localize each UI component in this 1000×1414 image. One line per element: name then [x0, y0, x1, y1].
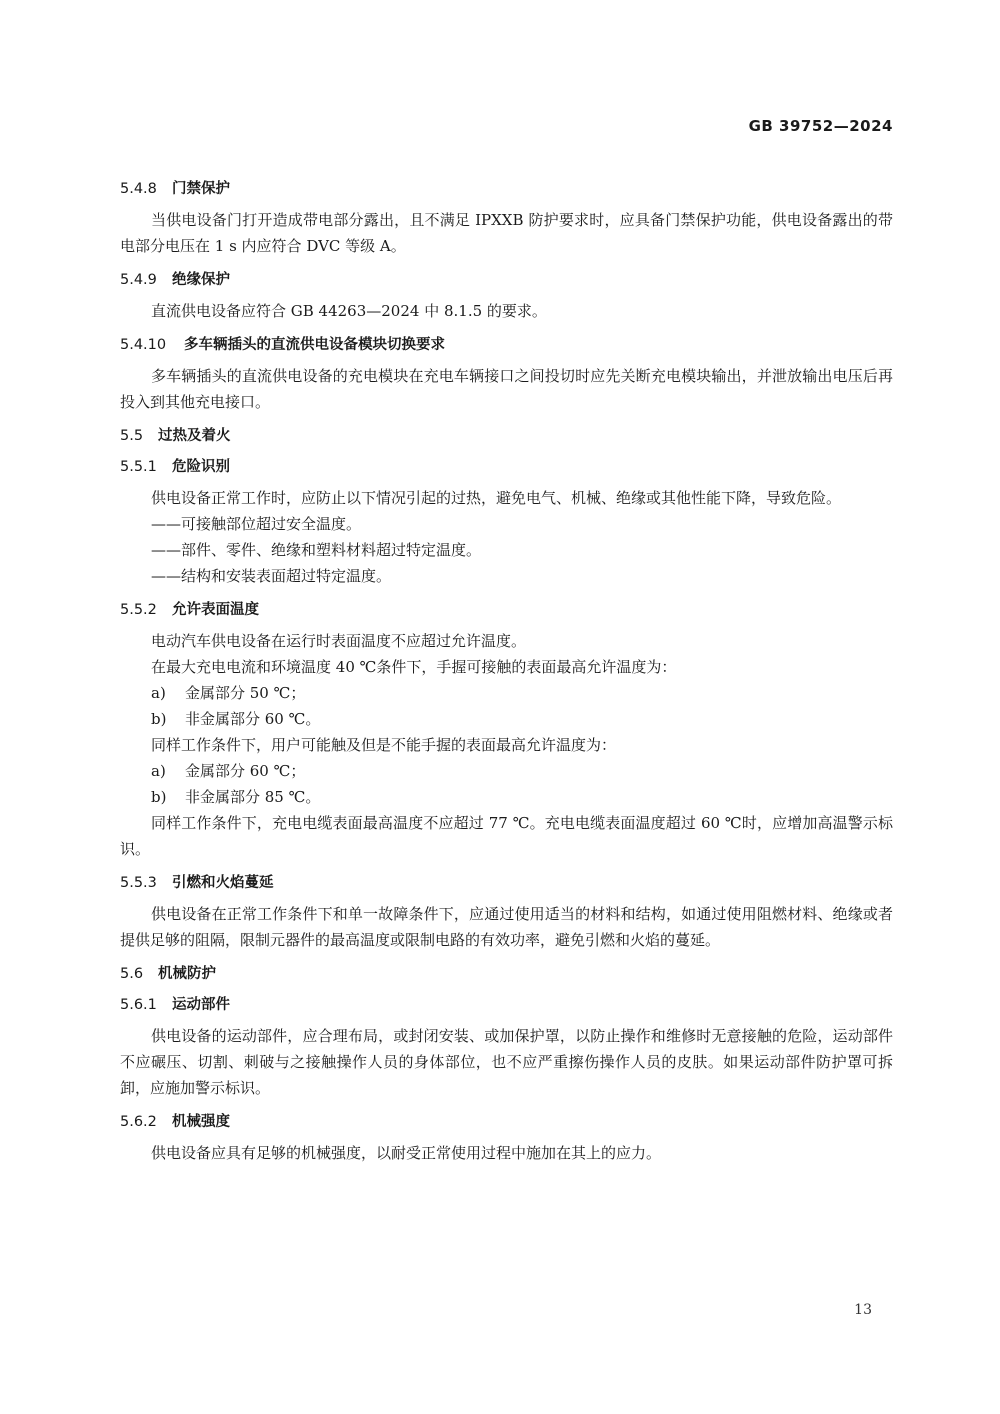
document-body [120, 176, 893, 1174]
paragraph: 供电设备在正常工作条件下和单一故障条件下，应通过使用适当的材料和结构，如通过使用阻燃材料、绝缘或者提供足够的阻隔，限制元器件的最高温度或限制电路的有效功率，避免引燃和火焰的蔓延。 [120, 905, 893, 949]
list-item [120, 758, 893, 784]
paragraph: 同样工作条件下，用户可能触及但是不能手握的表面最高允许温度为： [151, 736, 617, 754]
list-item [120, 784, 893, 810]
section-heading-5-5-1 [120, 454, 893, 480]
paragraph: 直流供电设备应符合 GB 44263—2024 中 8.1.5 的要求。 [151, 302, 547, 320]
paragraph: 在最大充电电流和环境温度 40 ℃条件下，手握可接触的表面最高允许温度为： [151, 658, 677, 676]
section-heading-5-6 [120, 961, 893, 987]
section-title: 绝缘保护 [172, 272, 230, 288]
list-marker: b) [151, 788, 167, 806]
section-title: 机械防护 [158, 966, 216, 982]
list-text: 金属部分 50 ℃； [185, 684, 306, 702]
section-title: 过热及着火 [158, 428, 231, 444]
section-title: 门禁保护 [172, 181, 230, 197]
paragraph: 多车辆插头的直流供电设备的充电模块在充电车辆接口之间投切时应先关断充电模块输出，并泄放输出电压后再投入到其他充电接口。 [120, 367, 893, 411]
paragraph: 同样工作条件下，充电电缆表面最高温度不应超过 77 ℃。充电电缆表面温度超过 60 ℃时，应增加高温警示标识。 [120, 814, 893, 858]
section-heading-5-5-2 [120, 597, 893, 623]
list-item: ——部件、零件、绝缘和塑料材料超过特定温度。 [151, 541, 482, 559]
section-number: 5.4.10 [120, 337, 167, 353]
section-title: 引燃和火焰蔓延 [172, 875, 274, 891]
paragraph: 供电设备应具有足够的机械强度，以耐受正常使用过程中施加在其上的应力。 [151, 1144, 662, 1162]
section-heading-5-4-10 [120, 332, 893, 358]
section-heading-5-5-3 [120, 870, 893, 896]
section-title: 允许表面温度 [172, 602, 259, 618]
section-title: 机械强度 [172, 1114, 230, 1130]
list-text: 非金属部分 60 ℃。 [185, 710, 321, 728]
list-text: 金属部分 60 ℃； [185, 762, 306, 780]
section-heading-5-4-9 [120, 267, 893, 293]
standard-code: GB 39752—2024 [748, 117, 893, 135]
section-number: 5.5.2 [120, 602, 157, 618]
list-item: ——结构和安装表面超过特定温度。 [151, 567, 392, 585]
list-item [120, 706, 893, 732]
section-number: 5.6.1 [120, 997, 157, 1013]
section-heading-5-4-8 [120, 176, 893, 202]
section-number: 5.5.3 [120, 875, 157, 891]
paragraph: 供电设备的运动部件，应合理布局，或封闭安装、或加保护罩，以防止操作和维修时无意接触的危险，运动部件不应碾压、切割、刺破与之接触操作人员的身体部位，也不应严重擦伤操作人员的皮肤。如果运动部件防护罩可拆卸，应施加警示标识。 [120, 1027, 893, 1097]
section-title: 运动部件 [172, 997, 230, 1013]
section-title: 危险识别 [172, 459, 230, 475]
list-item [120, 680, 893, 706]
paragraph: 当供电设备门打开造成带电部分露出，且不满足 IPXXB 防护要求时，应具备门禁保护功能，供电设备露出的带电部分电压在 1 s 内应符合 DVC 等级 A。 [120, 211, 893, 255]
list-marker: b) [151, 710, 167, 728]
section-number: 5.6.2 [120, 1114, 157, 1130]
list-text: 非金属部分 85 ℃。 [185, 788, 321, 806]
section-heading-5-6-2 [120, 1109, 893, 1135]
list-item: ——可接触部位超过安全温度。 [151, 515, 362, 533]
page-number: 13 [854, 1302, 872, 1318]
section-number: 5.5 [120, 428, 144, 444]
list-marker: a) [151, 762, 166, 780]
section-number: 5.6 [120, 966, 144, 982]
section-number: 5.4.9 [120, 272, 157, 288]
paragraph: 电动汽车供电设备在运行时表面温度不应超过允许温度。 [151, 632, 527, 650]
section-number: 5.5.1 [120, 459, 157, 475]
list-marker: a) [151, 684, 166, 702]
section-title: 多车辆插头的直流供电设备模块切换要求 [184, 337, 445, 353]
section-heading-5-6-1 [120, 992, 893, 1018]
section-heading-5-5 [120, 423, 893, 449]
paragraph: 供电设备正常工作时，应防止以下情况引起的过热，避免电气、机械、绝缘或其他性能下降，导致危险。 [151, 489, 842, 507]
section-number: 5.4.8 [120, 181, 157, 197]
